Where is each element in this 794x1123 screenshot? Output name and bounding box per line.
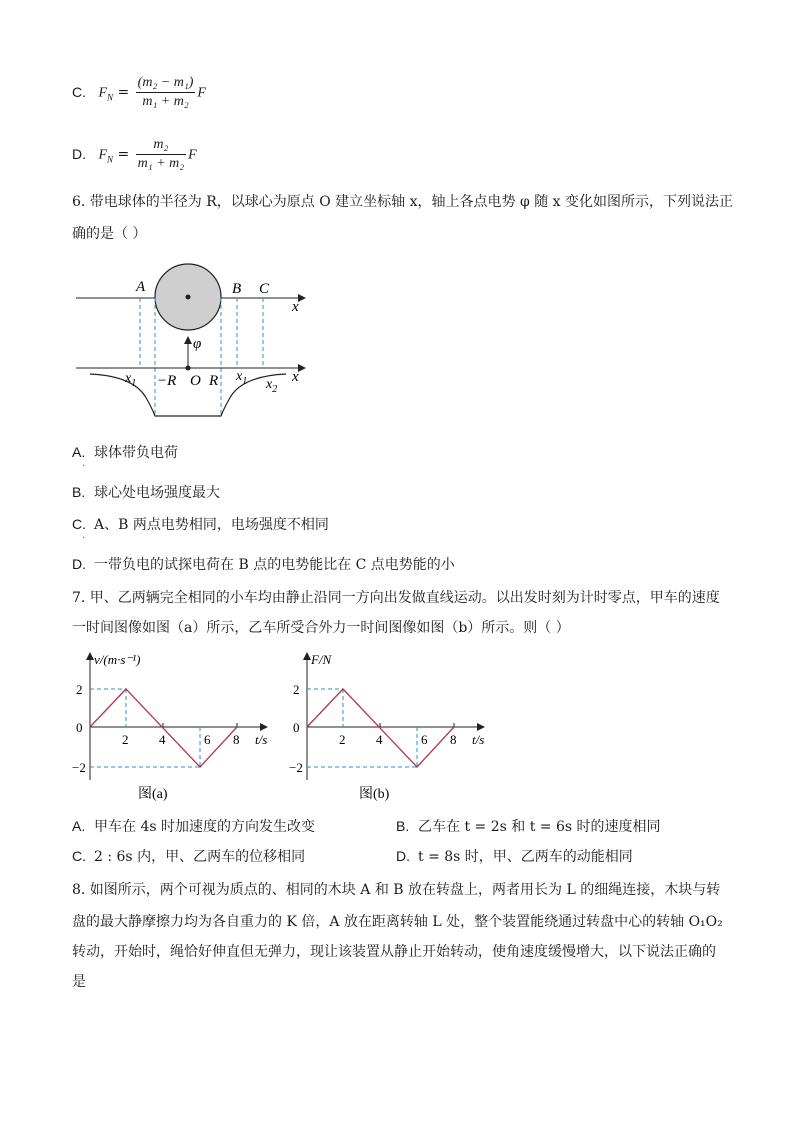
chart-b-ytick-0: 0	[293, 720, 300, 735]
option-text: 乙车在 t = 2s 和 t = 6s 时的速度相同	[418, 819, 661, 835]
fraction-denominator: m₁ + m₂	[142, 94, 189, 109]
q7-option-d	[396, 846, 633, 867]
q5-option-d	[72, 136, 197, 173]
label-c: C	[259, 281, 270, 297]
chart-a-xtick-8: 8	[233, 732, 240, 747]
chart-b-series-line	[307, 689, 454, 767]
label-x-top: x	[292, 299, 299, 315]
formula-rhs: F	[188, 147, 197, 163]
q8-stem-line1: 8. 如图所示，两个可视为质点的、相同的木块 A 和 B 放在转盘上，两者用长为 L 的细绳连接，木块与转	[72, 882, 721, 898]
chart-a-ticks	[163, 723, 237, 727]
q7-chart-b	[289, 646, 499, 806]
phi-axis-arrow	[184, 336, 192, 344]
formula-fraction	[136, 136, 186, 173]
chart-b-guides	[307, 689, 417, 767]
fraction-numerator: m₂	[136, 136, 186, 155]
chart-a-y-arrow	[86, 652, 94, 660]
option-text: 甲车在 4s 时加速度的方向发生改变	[94, 819, 315, 835]
option-label: C.	[72, 848, 86, 864]
q7-stem-line2: 一时间图像如图（a）所示，乙车所受合外力一时间图像如图（b）所示。则（ ）	[72, 620, 570, 636]
label-o: O	[190, 373, 201, 389]
formula-eq: =	[117, 84, 130, 101]
q5-option-c	[72, 74, 206, 111]
chart-b-ticks	[380, 723, 454, 727]
origin-dot	[186, 366, 191, 371]
option-label: C.	[72, 516, 86, 532]
label-r: R	[209, 373, 219, 389]
chart-a-xtick-4: 4	[159, 732, 166, 747]
fraction-denominator: m₁ + m₂	[137, 156, 185, 171]
q7-option-b	[396, 816, 661, 837]
option-label: C.	[72, 83, 86, 100]
option-text: 一带负电的试探电荷在 B 点的电势能比在 C 点电势能的小	[94, 557, 455, 573]
chart-a-ylabel: v/(m·s⁻¹)	[94, 652, 141, 667]
chart-a-x-arrow	[260, 723, 268, 731]
chart-b-caption: 图(b)	[359, 787, 390, 802]
chart-b-x-arrow	[477, 723, 485, 731]
label-x1-right: $x_1$	[236, 369, 248, 387]
option-label: D.	[72, 145, 86, 162]
stray-dot: .	[82, 458, 86, 469]
q7-option-a	[72, 816, 315, 837]
chart-b-ytick-2: 2	[293, 682, 300, 697]
label-b: B	[232, 281, 242, 297]
q6-option-b	[72, 482, 220, 503]
q7-option-c	[72, 846, 305, 867]
stray-dot: .	[82, 530, 86, 541]
option-text: A、B 两点电势相同，电场强度不相同	[94, 517, 329, 533]
q8-stem-line3: 转动，开始时，绳恰好伸直但无弹力，现让该装置从静止开始转动，使角速度缓慢增大，以下说法正确的	[72, 944, 716, 960]
chart-a-ytick-2: 2	[76, 682, 83, 697]
label-x2: $x_2$	[266, 377, 278, 395]
label-phi: φ	[193, 336, 202, 352]
chart-b-xtick-4: 4	[376, 732, 383, 747]
q8-stem-line4: 是	[72, 974, 86, 990]
chart-a-series-line	[90, 689, 237, 767]
label-x1-left: $x_1$	[125, 371, 137, 389]
chart-a-ytick-0: 0	[76, 720, 83, 735]
q6-option-d	[72, 554, 455, 575]
formula-lhs: F	[98, 147, 108, 163]
q6-stem-line2: 确的是（ ）	[72, 226, 147, 242]
q6-potential-figure	[70, 256, 320, 426]
option-label: B.	[72, 484, 86, 500]
chart-b-y-arrow	[303, 652, 311, 660]
option-text: t = 8s 时，甲、乙两车的动能相同	[418, 849, 633, 865]
formula-lhs-sub: N	[107, 92, 114, 103]
label-x-bottom: x	[292, 369, 299, 385]
formula-lhs-sub: N	[107, 154, 114, 165]
option-text: 2 : 6s 内，甲、乙两车的位移相同	[94, 849, 306, 865]
option-text: 球体带负电荷	[94, 445, 178, 461]
bottom-x-axis-arrow	[298, 364, 306, 372]
q7-stem-line1: 7. 甲、乙两辆完全相同的小车均由静止沿同一方向出发做直线运动。以出发时刻为计时零点，甲车的速度	[72, 590, 720, 606]
q8-stem-line2: 盘的最大静摩擦力均为各自重力的 K 倍，A 放在距离转轴 L 处，整个装置能绕通过转盘中心的转轴 O₁O₂	[72, 914, 723, 930]
option-label: A.	[72, 444, 86, 460]
chart-a-xtick-6: 6	[204, 732, 211, 747]
label-neg-r: −R	[157, 373, 177, 389]
option-text: 球心处电场强度最大	[94, 485, 220, 501]
chart-a-ytick-m2: −2	[72, 760, 86, 775]
sphere-center-dot	[186, 295, 191, 300]
chart-b-xtick-8: 8	[450, 732, 457, 747]
option-label: D.	[396, 848, 410, 864]
label-a: A	[136, 279, 146, 295]
formula-lhs: F	[98, 85, 108, 101]
formula-eq: =	[117, 146, 130, 163]
option-label: A.	[72, 818, 86, 834]
q6-option-a	[72, 442, 178, 463]
fraction-numerator: (m₂ − m₁)	[136, 74, 196, 93]
chart-b-xlabel: t/s	[472, 732, 485, 747]
chart-b-xtick-6: 6	[421, 732, 428, 747]
chart-b-ytick-m2: −2	[289, 760, 303, 775]
chart-a-xlabel: t/s	[255, 732, 268, 747]
formula-fraction	[136, 74, 196, 111]
potential-curve	[90, 374, 286, 416]
option-label: D.	[72, 556, 86, 572]
option-label: B.	[396, 818, 410, 834]
top-x-axis-arrow	[298, 294, 306, 302]
chart-b-ylabel: F/N	[311, 652, 332, 667]
chart-a-guides	[90, 689, 200, 767]
chart-a-xtick-2: 2	[122, 732, 129, 747]
chart-a-caption: 图(a)	[138, 787, 168, 802]
formula-rhs: F	[197, 85, 206, 101]
q6-stem-line1: 6. 带电球体的半径为 R，以球心为原点 O 建立坐标轴 x，轴上各点电势 φ 随 x 变化如图所示，下列说法正	[72, 194, 734, 210]
q7-chart-a	[72, 646, 272, 806]
q6-option-c	[72, 514, 329, 535]
chart-b-xtick-2: 2	[339, 732, 346, 747]
